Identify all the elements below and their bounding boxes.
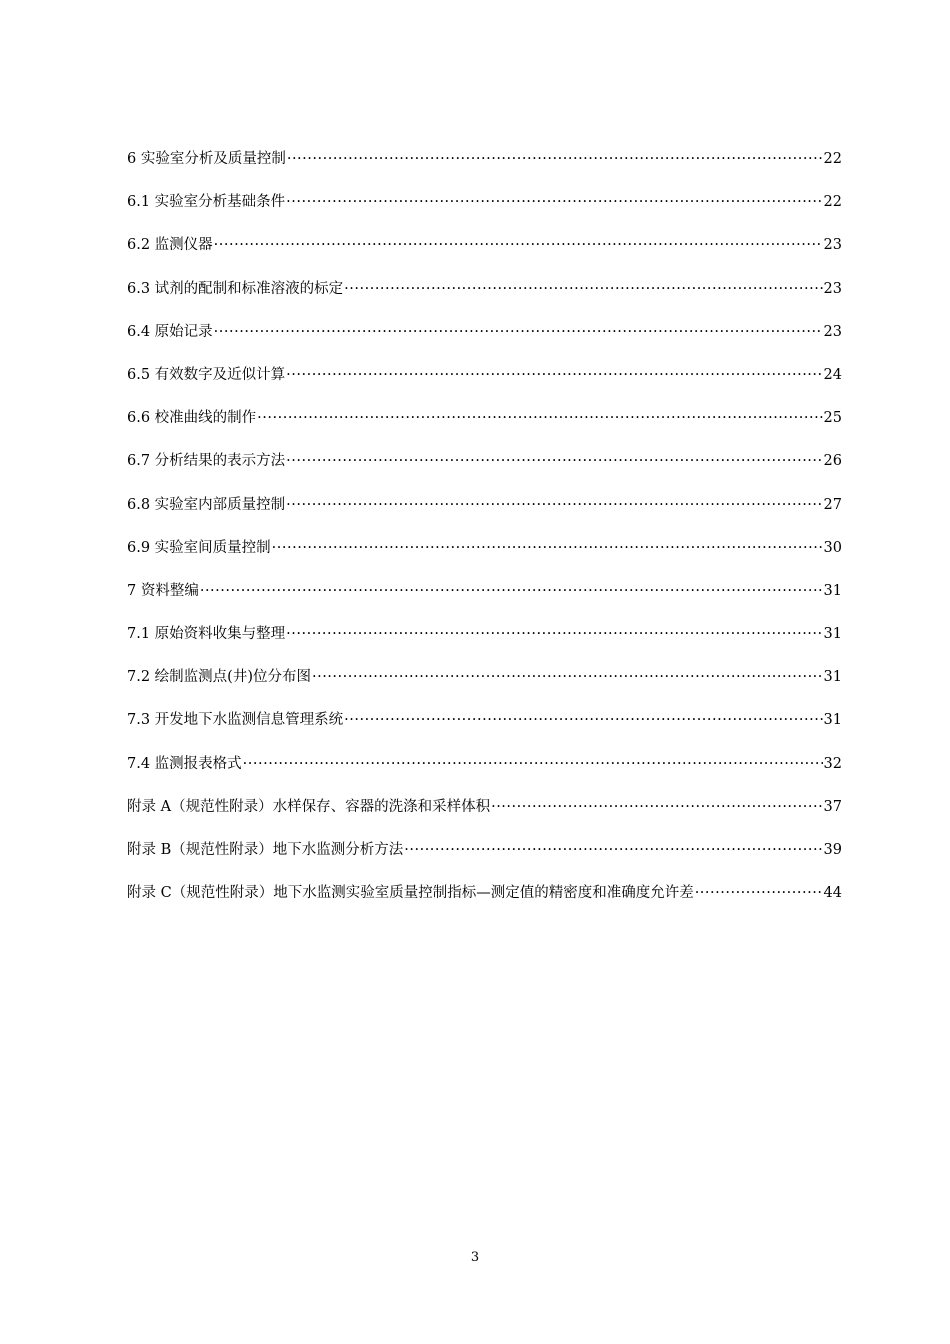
toc-entry-label: 6.6 校准曲线的制作 [127,410,257,427]
toc-dot-leader [695,880,823,906]
toc-entry[interactable] [127,362,842,405]
toc-entry-page: 26 [823,453,842,470]
toc-dot-leader [257,405,822,431]
toc-entry-label: 6.8 实验室内部质量控制 [127,496,286,513]
toc-entry-label: 附录 A（规范性附录）水样保存、容器的洗涤和采样体积 [127,798,491,815]
toc-entry-page: 39 [823,842,842,858]
toc-entry[interactable] [127,232,842,275]
toc-entry-label: 7.4 监测报表格式 [127,755,242,772]
toc-entry-label: 6.2 监测仪器 [127,237,213,254]
toc-entry-label: 附录 C（规范性附录）地下水监测实验室质量控制指标—测定值的精密度和准确度允许差 [127,885,694,902]
toc-dot-leader [286,492,822,518]
toc-entry[interactable] [127,448,842,491]
toc-entry-label: 6.4 原始记录 [127,323,213,340]
toc-dot-leader [286,621,822,647]
toc-entry[interactable] [127,621,842,664]
toc-entry-page: 31 [823,582,842,599]
toc-entry-label: 6 实验室分析及质量控制 [127,151,286,167]
toc-entry[interactable] [127,146,842,189]
toc-dot-leader [404,837,822,863]
toc-entry[interactable] [127,794,842,837]
toc-entry-page: 30 [823,539,842,556]
toc-dot-leader [200,578,823,604]
toc-entry[interactable] [127,189,842,232]
toc-entry-label: 7.1 原始资料收集与整理 [127,626,286,643]
toc-entry-page: 27 [823,496,842,513]
toc-dot-leader [214,319,823,345]
page-number: 3 [470,1250,480,1265]
toc-dot-leader [344,707,822,733]
toc-entry[interactable] [127,751,842,794]
toc-entry-page: 31 [823,626,842,643]
toc-dot-leader [286,448,822,474]
toc-dot-leader [286,189,822,215]
toc-entry-page: 24 [823,366,842,383]
toc-entry[interactable] [127,492,842,535]
toc-dot-leader [214,232,823,258]
toc-entry-page: 31 [823,712,842,729]
toc-dot-leader [243,751,823,777]
toc-entry-page: 37 [823,798,842,815]
toc-entry-page: 31 [823,669,842,686]
toc-entry-label: 6.3 试剂的配制和标准溶液的标定 [127,280,344,297]
toc-entry-page: 44 [823,885,842,902]
toc-entry[interactable] [127,319,842,362]
toc-entry-label: 7.2 绘制监测点(井)位分布图 [127,669,311,686]
toc-entry-page: 23 [823,237,842,254]
toc-dot-leader [491,794,822,820]
toc-entry-page: 23 [823,323,842,340]
toc-entry-page: 22 [823,151,842,167]
toc-entry[interactable] [127,578,842,621]
toc-entry-label: 7.3 开发地下水监测信息管理系统 [127,712,344,729]
toc-entry[interactable] [127,837,842,880]
toc-entry[interactable] [127,276,842,319]
toc-entry-label: 6.5 有效数字及近似计算 [127,366,286,383]
toc-entry-page: 32 [823,755,842,772]
toc-entry-page: 22 [823,194,842,211]
toc-entry-label: 6.7 分析结果的表示方法 [127,453,286,470]
toc-entry-page: 23 [823,280,842,297]
table-of-contents [127,146,842,923]
toc-entry[interactable] [127,405,842,448]
toc-entry[interactable] [127,535,842,578]
toc-dot-leader [272,535,823,561]
toc-dot-leader [312,664,823,690]
toc-entry-label: 7 资料整编 [127,582,199,599]
toc-entry-label: 附录 B（规范性附录）地下水监测分析方法 [127,842,404,858]
toc-entry-page: 25 [823,410,842,427]
toc-dot-leader [287,146,823,172]
toc-entry[interactable] [127,664,842,707]
toc-dot-leader [286,362,822,388]
toc-dot-leader [344,276,822,302]
toc-entry-label: 6.1 实验室分析基础条件 [127,194,286,211]
toc-entry-label: 6.9 实验室间质量控制 [127,539,271,556]
toc-entry[interactable] [127,707,842,750]
toc-entry[interactable] [127,880,842,923]
